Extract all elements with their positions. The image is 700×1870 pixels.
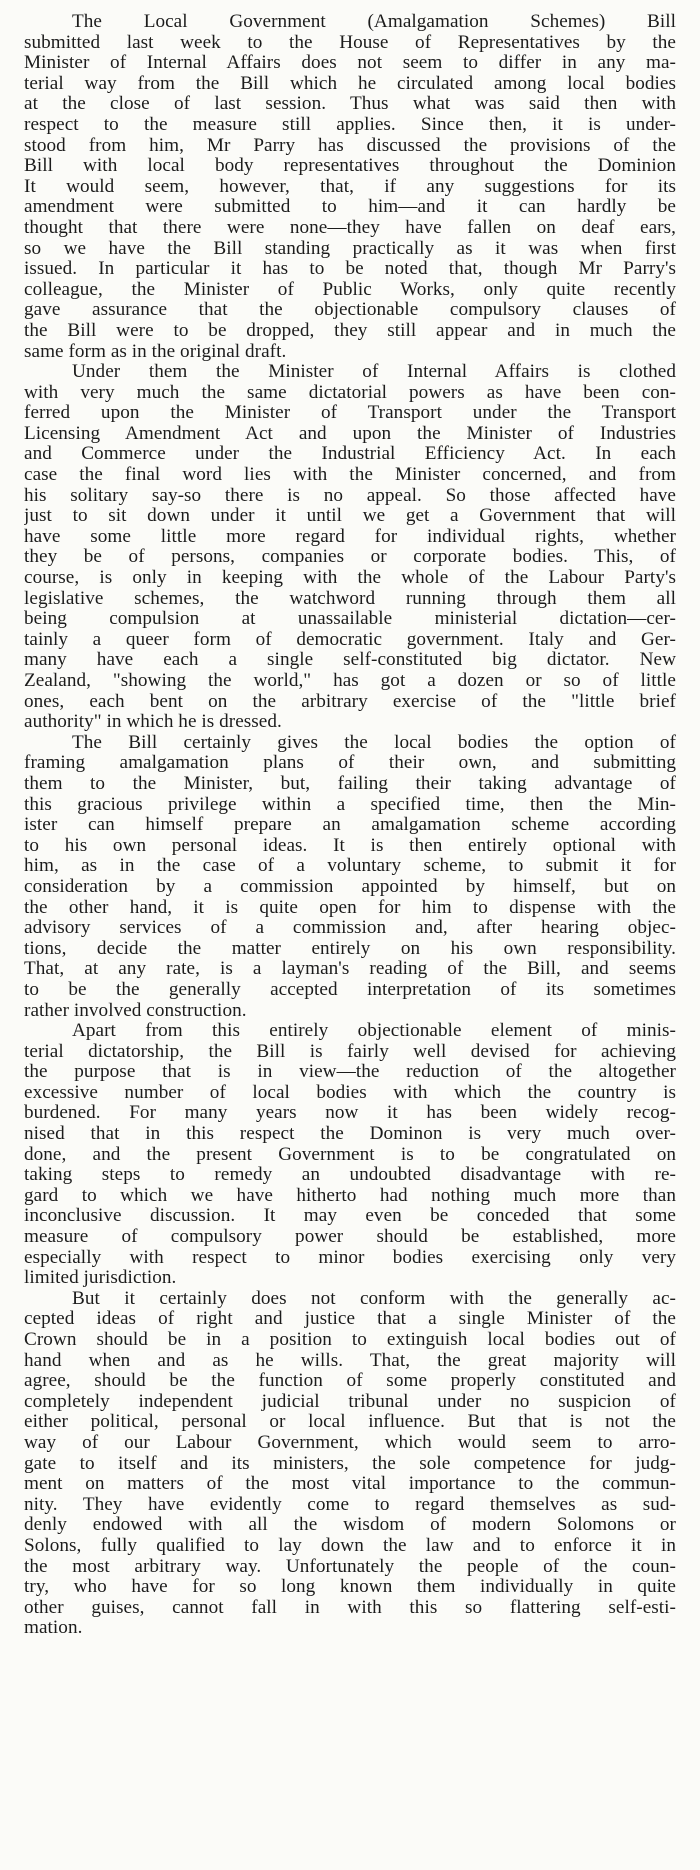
text-line: and Commerce under the Industrial Efficiency Act. In each — [24, 444, 676, 465]
text-line: same form as in the original draft. — [24, 341, 287, 362]
text-line: ones, each bent on the arbitrary exercise of the "little brief — [24, 691, 676, 712]
text-line: try, who have for so long known them individually in quite — [24, 1577, 676, 1598]
article-paragraph — [24, 1021, 676, 1289]
text-line: limited jurisdiction. — [24, 1268, 177, 1289]
text-line: burdened. For many years now it has been widely recog- — [24, 1103, 676, 1124]
text-line: the Bill were to be dropped, they still appear and in much the — [24, 320, 676, 341]
text-line: gard to which we have hitherto had nothing much more than — [24, 1185, 676, 1206]
text-line: taking steps to remedy an undoubted disadvantage with re- — [24, 1165, 676, 1186]
text-line: denly endowed with all the wisdom of modern Solomons or — [24, 1515, 676, 1536]
text-line: legislative schemes, the watchword running through them all — [24, 588, 676, 609]
text-line: Minister of Internal Affairs does not seem to differ in any ma- — [24, 53, 676, 74]
text-line: Crown should be in a position to extinguish local bodies out of — [24, 1330, 676, 1350]
text-line: being compulsion at unassailable ministerial dictation—cer- — [24, 609, 676, 630]
text-line: measure of compulsory power should be established, more — [24, 1227, 676, 1248]
text-line: rather involved construction. — [24, 1000, 247, 1021]
text-line: stood from him, Mr Parry has discussed the provisions of the — [24, 135, 676, 156]
text-line: with very much the same dictatorial powers as have been con- — [24, 382, 676, 403]
text-line: Under them the Minister of Internal Affairs is clothed — [72, 362, 676, 383]
text-line: at the close of last session. Thus what was said then with — [24, 94, 676, 115]
text-line: gave assurance that the objectionable compulsory clauses of — [24, 300, 676, 321]
text-line: Bill with local body representatives throughout the Dominion — [24, 156, 676, 177]
text-line: It would seem, however, that, if any suggestions for its — [24, 176, 676, 197]
text-line: submitted last week to the House of Representatives by the — [24, 32, 676, 53]
article-paragraph — [24, 12, 676, 362]
text-line: amendment were submitted to him—and it can hardly be — [24, 197, 676, 218]
text-line: tions, decide the matter entirely on his own responsibility. — [24, 938, 676, 959]
text-line: many have each a single self-constituted big dictator. New — [24, 650, 676, 671]
article-column — [24, 12, 676, 1639]
text-line: terial way from the Bill which he circulated among local bodies — [24, 73, 676, 94]
text-line: them to the Minister, but, failing their taking advantage of — [24, 773, 676, 794]
text-line: ferred upon the Minister of Transport under the Transport — [24, 403, 676, 424]
text-line: so we have the Bill standing practically as it was when first — [24, 238, 676, 259]
text-line: other guises, cannot fall in with this so flattering self-esti- — [24, 1597, 676, 1618]
text-line: ister can himself prepare an amalgamation scheme according — [24, 815, 676, 836]
text-line: consideration by a commission appointed by himself, but on — [24, 876, 676, 897]
text-line: excessive number of local bodies with which the country is — [24, 1082, 676, 1103]
text-line: Zealand, "showing the world," has got a dozen or so of little — [24, 671, 676, 691]
text-line: completely independent judicial tribunal under no suspicion of — [24, 1391, 676, 1412]
text-line: issued. In particular it has to be noted that, though Mr Parry's — [24, 259, 676, 280]
text-line: authority" in which he is dressed. — [24, 712, 282, 733]
article-paragraph — [24, 362, 676, 733]
text-line: terial dictatorship, the Bill is fairly well devised for achieving — [24, 1041, 676, 1062]
text-line: done, and the present Government is to be congratulated on — [24, 1144, 676, 1165]
text-line: just to sit down under it until we get a Government that will — [24, 506, 676, 527]
text-line: framing amalgamation plans of their own, and submitting — [24, 753, 676, 774]
text-line: colleague, the Minister of Public Works, only quite recently — [24, 279, 676, 300]
text-line: have some little more regard for individual rights, whether — [24, 526, 676, 547]
text-line: The Local Government (Amalgamation Schemes) Bill — [72, 12, 676, 32]
text-line: hand when and as he wills. That, the great majority will — [24, 1350, 676, 1371]
text-line: advisory services of a commission and, after hearing objec- — [24, 918, 676, 939]
text-line: cepted ideas of right and justice that a single Minister of the — [24, 1309, 676, 1330]
text-line: The Bill certainly gives the local bodies the option of — [72, 732, 676, 753]
text-line: tainly a queer form of democratic government. Italy and Ger- — [24, 629, 676, 650]
text-line: to be the generally accepted interpretation of its sometimes — [24, 979, 676, 1000]
article-paragraph — [24, 733, 676, 1021]
text-line: this gracious privilege within a specified time, then the Min- — [24, 794, 676, 815]
text-line: him, as in the case of a voluntary scheme, to submit it for — [24, 856, 676, 877]
text-line: especially with respect to minor bodies exercising only very — [24, 1247, 676, 1268]
text-line: But it certainly does not conform with the generally ac- — [72, 1288, 676, 1309]
text-line: course, is only in keeping with the whole of the Labour Party's — [24, 568, 676, 589]
text-line: thought that there were none—they have fallen on deaf ears, — [24, 217, 676, 238]
text-line: the other hand, it is quite open for him to dispense with the — [24, 897, 676, 918]
text-line: Solons, fully qualified to lay down the law and to enforce it in — [24, 1535, 676, 1556]
text-line: the most arbitrary way. Unfortunately the people of the coun- — [24, 1556, 676, 1577]
text-line: they be of persons, companies or corporate bodies. This, of — [24, 547, 676, 568]
text-line: to his own personal ideas. It is then entirely optional with — [24, 835, 676, 856]
text-line: his solitary say-so there is no appeal. So those affected have — [24, 485, 676, 506]
text-line: Licensing Amendment Act and upon the Minister of Industries — [24, 423, 676, 444]
text-line: nity. They have evidently come to regard themselves as sud- — [24, 1494, 676, 1515]
text-line: way of our Labour Government, which would seem to arro- — [24, 1432, 676, 1453]
text-line: inconclusive discussion. It may even be conceded that some — [24, 1206, 676, 1227]
text-line: Apart from this entirely objectionable element of minis- — [72, 1021, 676, 1042]
text-line: respect to the measure still applies. Since then, it is under- — [24, 114, 676, 135]
text-line: That, at any rate, is a layman's reading of the Bill, and seems — [24, 959, 676, 980]
text-line: ment on matters of the most vital importance to the commun- — [24, 1474, 676, 1495]
article-paragraph — [24, 1289, 676, 1639]
text-line: either political, personal or local influence. But that is not the — [24, 1412, 676, 1433]
text-line: agree, should be the function of some properly constituted and — [24, 1371, 676, 1392]
text-line: nised that in this respect the Dominon is very much over- — [24, 1124, 676, 1145]
text-line: gate to itself and its ministers, the sole competence for judg- — [24, 1453, 676, 1474]
text-line: case the final word lies with the Minister concerned, and from — [24, 465, 676, 486]
text-line: the purpose that is in view—the reduction of the altogether — [24, 1062, 676, 1083]
text-line: mation. — [24, 1618, 83, 1639]
